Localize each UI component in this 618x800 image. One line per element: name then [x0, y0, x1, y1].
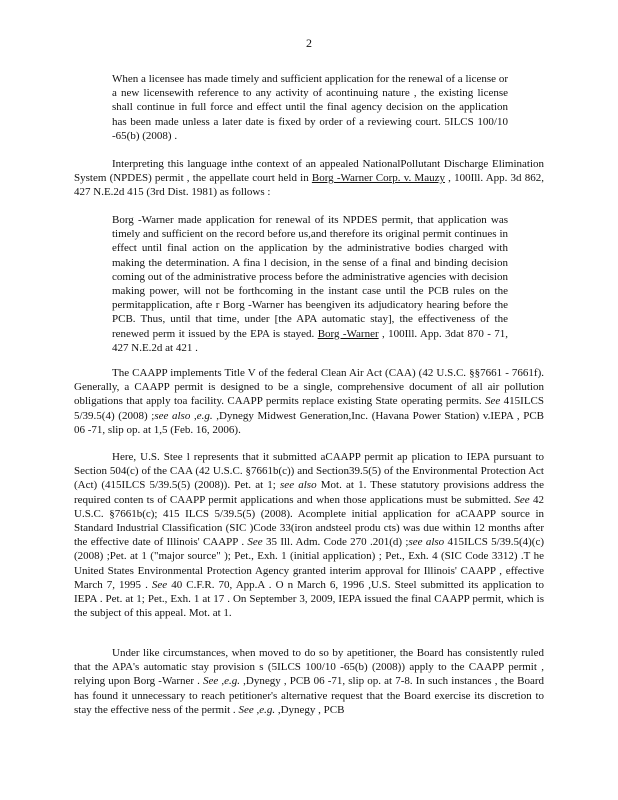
signal-word: See — [247, 536, 263, 549]
signal-word: See — [514, 493, 530, 506]
signal-word: See — [203, 675, 219, 688]
paragraph-text: , 100Ill. App. 3d 862, 427 N.E.2d 415 (3rd Dist. 1981) as follows : — [74, 172, 544, 199]
paragraph-text: The CAAPP implements Title V of the federal Clean Air Act (CAA) (42 U.S.C. §§7661 - 7661f). Generally, a CAAPP permit is designed to be a single, comprehensive document of all air pollution obligations that apply toa facility. CAAPP permits replace existing State operating permits. — [74, 367, 544, 408]
paragraph-text: Interpreting this language inthe context of an appealed NationalPollutant Discharge Elimination System (NPDES) permit , the appellate court held in — [74, 158, 544, 185]
paragraph-text: 40 C.F.R. 70, App.A . O n March 6, 1996 ,U.S. Steel submitted its application to IEPA . Pet. at 1; Pet., Exh. 1 at 17 . On September 3, 2009, IEPA issued the final CAAPP permit, which is the subject of this appeal. Mot. at 1. — [74, 578, 544, 620]
paragraph-text: Under like circumstances, when moved to do so by apetitioner, the Board has consistently ruled that the APA's automatic stay provision s (5ILCS 100/10 -65(b) (2008)) apply to the CAAPP permit , relying upon Borg -Warner . — [74, 647, 544, 688]
signal-word: e.g. — [196, 409, 213, 422]
signal-word: see also — [408, 536, 445, 549]
signal-word: See — [151, 578, 168, 591]
block-quote-borg-warner — [112, 213, 508, 355]
paragraph-text: , — [218, 675, 225, 688]
paragraph-text: 415ILCS 5/39.5(4)(c) (2008) ;Pet. at 1 ("major source" ); Pet., Exh. 1 (initial application) ; Pet., Exh. 4 (SIC Code 3312) .T he United States Environmental Protection Agency granted interim approval for Illinois' CAAPP , effective March 7, 1995 . — [74, 536, 544, 591]
quote-text: , 100Ill. App. 3dat 870 - 71, 427 N.E.2d at 421 . — [112, 327, 508, 354]
paragraph-text: ,Dynegy , PCB — [275, 703, 345, 716]
paragraph-text: , — [253, 703, 260, 716]
paragraph-text: ,Dynegy Midwest Generation,Inc. (Havana Power Station) v.IEPA , PCB 06 -71, slip op. at 1,5 (Feb. 16, 2006). — [74, 409, 545, 436]
paragraph-text: Mot. at 1. These statutory provisions address the required conten ts of CAAPP permit applications and when those applications must be submitted. — [74, 479, 544, 506]
block-quote-statute: When a licensee has made timely and sufficient application for the renewal of a license or a new licensewith reference to any activity of acontinuing nature , the existing license shall continue in full force and effect until the final agency decision on the application has been made unless a later date is fixed by order of a reviewing court. 5ILCS 100/10 -65(b) (2008) . — [112, 73, 508, 142]
signal-word: e.g. — [224, 675, 241, 688]
signal-word: See — [238, 703, 254, 716]
signal-word: see also — [154, 409, 191, 422]
paragraph-text: ,Dynegy , PCB 06 -71, slip op. at 7-8. In such instances , the Board has found it unnecessary to reach petitioner's alternative request that the Board exercise its discretion to stay the effective ness of the permit . — [74, 675, 545, 716]
paragraph-text: Here, U.S. Stee l represents that it submitted aCAAPP permit ap plication to IEPA pursuant to Section 504(c) of the CAA (42 U.S.C. §7661b(c)) and Section39.5(5) of the Environmental Protection Act (Act) (415ILCS 5/39.5(5) (2008)). Pet. at 1; — [74, 451, 544, 492]
signal-word: e.g. — [259, 703, 276, 716]
paragraph-interpreting — [74, 157, 544, 200]
paragraph-text: 415ILCS 5/39.5(4) (2008) ; — [74, 395, 544, 422]
case-citation: Borg -Warner Corp. v. Mauzy — [311, 172, 445, 185]
case-citation: Borg -Warner — [317, 327, 379, 340]
paragraph-board-rulings — [74, 646, 544, 717]
paragraph-text: , — [190, 409, 197, 422]
paragraph-caapp — [74, 366, 544, 437]
signal-word: See — [485, 395, 501, 408]
page-number: 2 — [306, 36, 312, 50]
paragraph-text: 35 Ill. Adm. Code 270 .201(d) ; — [262, 536, 409, 549]
paragraph-text: 42 U.S.C. §7661b(c); 415 ILCS 5/39.5(5) (2008). Acomplete initial application for aCAAPP source in Standard Industrial Classification (SIC )Code 33(iron andsteel produ cts) was due within 12 months after the effective date of Illinois' CAAPP . — [74, 493, 544, 549]
paragraph-us-steel — [74, 450, 544, 620]
quote-text: Borg -Warner made application for renewal of its NPDES permit, that application was timely and sufficient on the record before us,and therefore its original permit continues in effect until final action on the application by the administrative bodies charged with making the determination. A fina l decision, in the sense of a final and binding decision coming out of the administrative process before the administrative agencies with decision making power, will not be forthcoming in the instant case until the PCB rules on the permitapplication, afte r Borg -Warner has beengiven its adjudicatory hearing before the PCB. Thus, until that time, under [the APA automatic stay], the effectiveness of the renewed perm it issued by the EPA is stayed. — [112, 214, 508, 340]
signal-word: see also — [280, 479, 317, 492]
